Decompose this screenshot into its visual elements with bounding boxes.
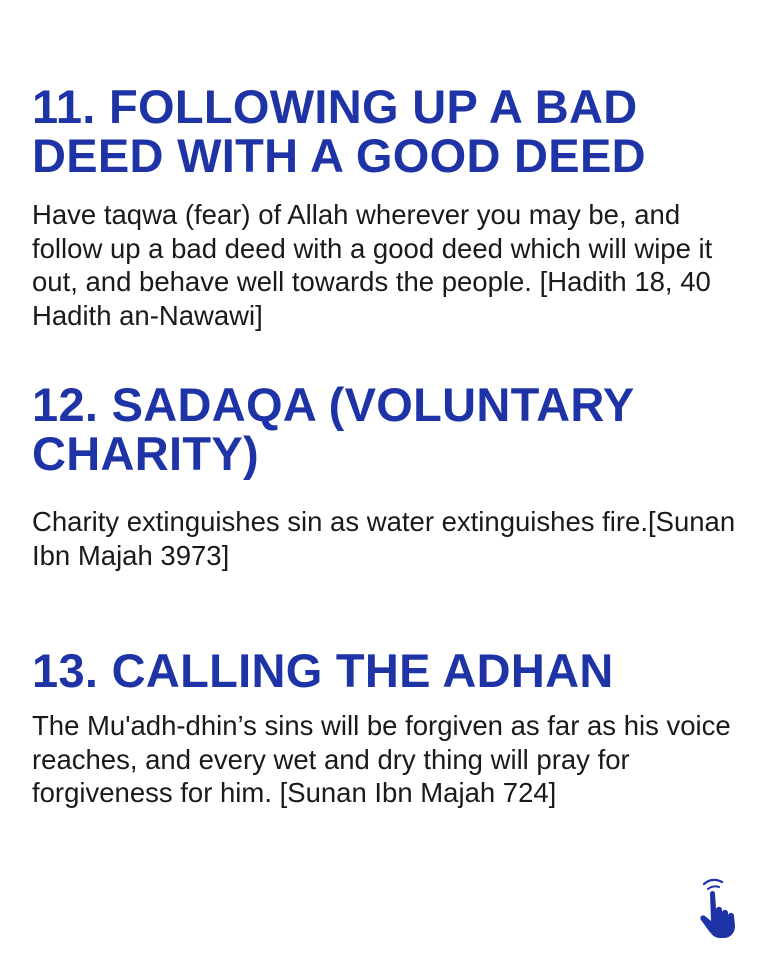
section-heading — [32, 646, 757, 695]
section-body: The Mu'adh-dhin’s sins will be forgiven as far as his voice reaches, and every wet and dry thing will pray for forgiveness for him. [Sunan Ibn Majah 724] — [32, 710, 731, 808]
section-calling-adhan — [32, 646, 757, 810]
heading-line: 12. SADAQA (VOLUNTARY — [32, 378, 635, 431]
section-heading — [32, 380, 757, 478]
heading-line: DEED WITH A GOOD DEED — [32, 129, 646, 182]
heading-line: CHARITY) — [32, 427, 259, 480]
section-body: Have taqwa (fear) of Allah wherever you may be, and follow up a bad deed with a good deed which will wipe it out, and behave well towards the people. [Hadith 18, 40 Hadith an-Nawawi] — [32, 199, 713, 331]
heading-line: 13. CALLING THE ADHAN — [32, 644, 614, 697]
section-sadaqa — [32, 380, 757, 572]
heading-line: 11. FOLLOWING UP A BAD — [32, 80, 638, 133]
section-heading — [32, 82, 757, 180]
section-body: Charity extinguishes sin as water extinguishes fire.[Sunan Ibn Majah 3973] — [32, 506, 736, 571]
section-following-up-bad-deed — [32, 82, 757, 332]
tap-hand-icon — [696, 876, 748, 940]
